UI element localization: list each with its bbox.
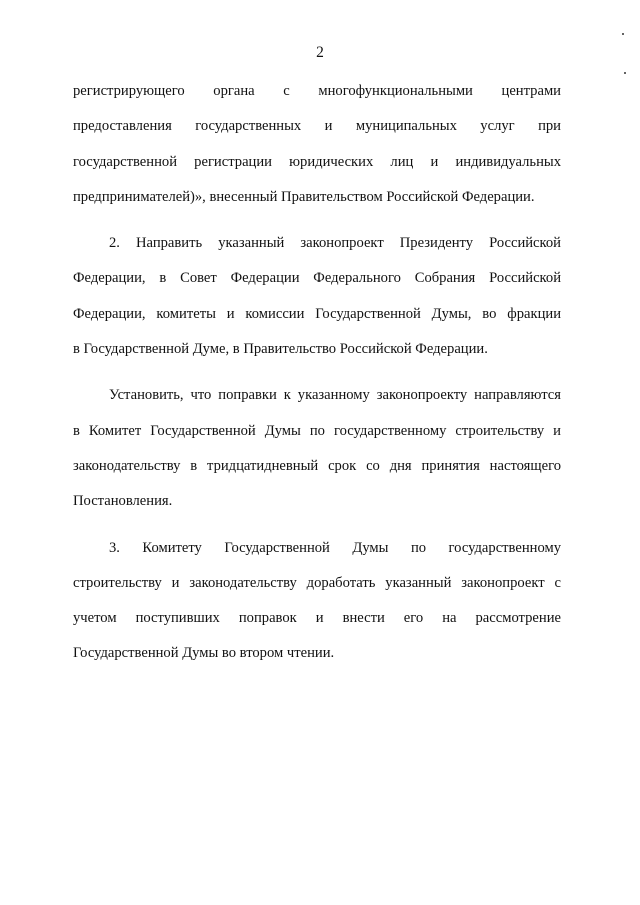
paragraph-item-3 bbox=[73, 531, 561, 672]
text-line: 2. Направить указанный законопроект Президенту Российской bbox=[109, 235, 561, 252]
paragraph-continuation bbox=[73, 74, 561, 215]
text-line: учетом поступивших поправок и внести его на рассмотрение bbox=[73, 610, 561, 627]
text-line: в Комитет Государственной Думы по государственному строительству и bbox=[73, 422, 561, 439]
document-body bbox=[73, 74, 561, 683]
scan-speck bbox=[622, 33, 624, 35]
text-line: Федерации, комитеты и комиссии Государственной Думы, во фракции bbox=[73, 305, 561, 322]
text-line: строительству и законодательству доработать указанный законопроект с bbox=[73, 574, 561, 591]
page-number: 2 bbox=[316, 44, 324, 61]
text-line: Государственной Думы во втором чтении. bbox=[73, 645, 335, 662]
text-line: Постановления. bbox=[73, 493, 173, 510]
text-line: предпринимателей)», внесенный Правительством Российской Федерации. bbox=[73, 188, 535, 205]
text-line: Установить, что поправки к указанному законопроекту направляются bbox=[109, 387, 561, 404]
text-line: в Государственной Думе, в Правительство Российской Федерации. bbox=[73, 341, 488, 358]
text-line: 3. Комитету Государственной Думы по государственному bbox=[109, 539, 561, 556]
text-line: регистрирующего органа с многофункциональными центрами bbox=[73, 83, 561, 99]
text-line: государственной регистрации юридических лиц и индивидуальных bbox=[73, 153, 561, 170]
scan-speck bbox=[624, 72, 626, 74]
paragraph-amendments bbox=[73, 378, 561, 519]
text-line: законодательству в тридцатидневный срок со дня принятия настоящего bbox=[73, 457, 561, 474]
text-line: Федерации, в Совет Федерации Федерального Собрания Российской bbox=[73, 270, 561, 287]
paragraph-item-2 bbox=[73, 226, 561, 367]
text-line: предоставления государственных и муниципальных услуг при bbox=[73, 118, 561, 135]
